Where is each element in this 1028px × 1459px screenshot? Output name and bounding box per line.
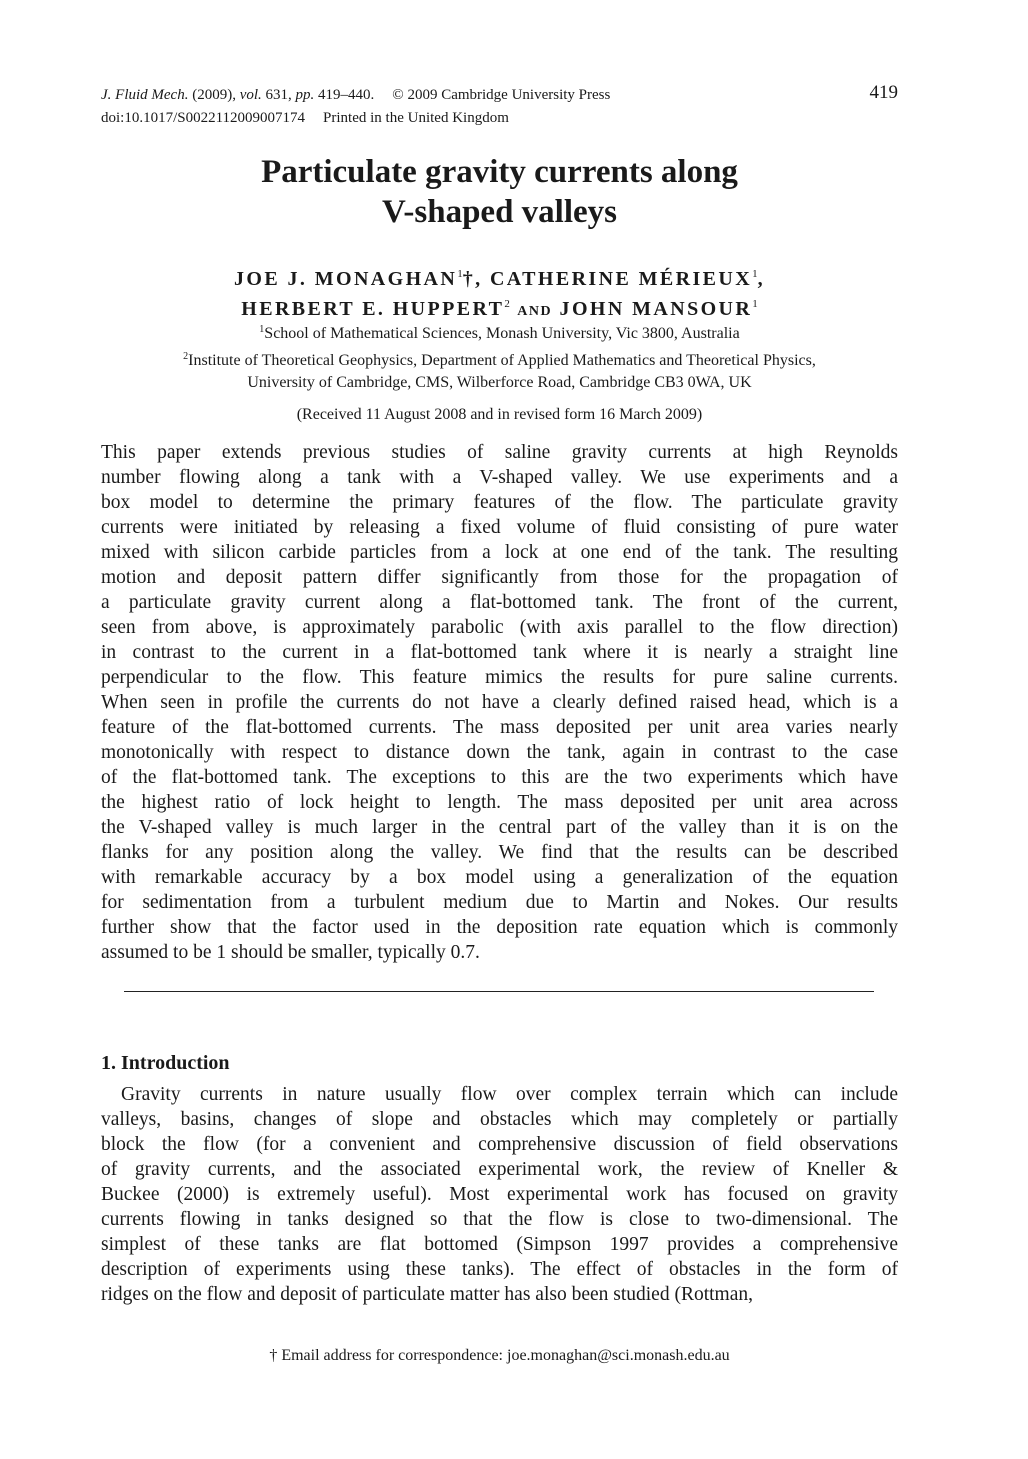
abstract-line: flanks for any position along the valley. We find that the results can be described <box>101 842 898 863</box>
paragraph-line: ridges on the flow and deposit of particulate matter has also been studied (Rottman, <box>101 1284 753 1305</box>
paper-title <box>101 152 898 232</box>
journal-year: (2009), <box>192 87 236 103</box>
separator: , <box>757 268 765 290</box>
author-affiliation-mark: 1 <box>457 268 463 280</box>
introduction-body <box>101 1082 898 1307</box>
footnote: † Email address for correspondence: joe.monaghan@sci.monash.edu.au <box>269 1347 730 1364</box>
affiliation-number: 2 <box>183 351 189 362</box>
doi: doi:10.1017/S0022112009007174 <box>101 110 306 126</box>
author-name: JOHN MANSOUR <box>559 298 753 320</box>
abstract-line: mixed with silicon carbide particles from a lock at one end of the tank. The resulting <box>101 542 898 563</box>
abstract-line: box model to determine the primary features of the flow. The particulate gravity <box>101 492 898 513</box>
abstract-line: assumed to be 1 should be smaller, typically 0.7. <box>101 942 480 963</box>
author-affiliation-mark: 1 <box>752 298 758 310</box>
author-name: CATHERINE MÉRIEUX <box>489 268 753 290</box>
author-name: HERBERT E. HUPPERT <box>241 298 505 320</box>
citation-line <box>101 84 898 107</box>
abstract-line: currents were initiated by releasing a fixed volume of fluid consisting of pure water <box>101 517 898 538</box>
paragraph-line: description of experiments using these tanks). The effect of obstacles in the form of <box>101 1259 898 1280</box>
abstract-line: seen from above, is approximately parabolic (with axis parallel to the flow direction) <box>101 617 898 638</box>
volume-number: 631, <box>265 87 292 103</box>
abstract-line: the highest ratio of lock height to length. The mass deposited per unit area across <box>101 792 898 813</box>
abstract-line: monotonically with respect to distance down the tank, again in contrast to the case <box>101 742 898 763</box>
author-name: JOE J. MONAGHAN <box>234 268 458 290</box>
pages-label: pp. <box>295 87 315 103</box>
paragraph-line: currents flowing in tanks designed so that the flow is close to two-dimensional. The <box>101 1209 898 1230</box>
author-affiliation-mark: 1 <box>752 268 758 280</box>
affiliation-1 <box>101 319 898 345</box>
author-affiliation-mark: 2 <box>504 298 510 310</box>
author-list <box>101 262 898 324</box>
abstract-line: in contrast to the current in a flat-bottomed tank where it is nearly a straight line <box>101 642 898 663</box>
divider-rule <box>124 991 874 992</box>
abstract-line: perpendicular to the flow. This feature mimics the results for pure saline currents. <box>101 667 898 688</box>
footnote-mark: †, <box>462 268 483 290</box>
doi-line <box>101 107 898 130</box>
paragraph-line: simplest of these tanks are flat bottomed (Simpson 1997 provides a comprehensive <box>101 1234 898 1255</box>
abstract-line: feature of the flat-bottomed currents. The mass deposited per unit area varies nearly <box>101 717 898 738</box>
abstract-line: motion and deposit pattern differ significantly from those for the propagation of <box>101 567 898 588</box>
printed-notice: Printed in the United Kingdom <box>323 110 509 126</box>
author-line <box>101 262 898 292</box>
received-dates: (Received 11 August 2008 and in revised form 16 March 2009) <box>296 406 703 423</box>
abstract-line: further show that the factor used in the deposition rate equation which is commonly <box>101 917 898 938</box>
affiliation-number: 1 <box>259 324 265 335</box>
page-number: 419 <box>869 82 898 103</box>
paragraph-line: valleys, basins, changes of slope and obstacles which may completely or partially <box>101 1109 898 1130</box>
running-header <box>101 84 898 130</box>
page-range: 419–440. <box>318 87 375 103</box>
abstract-line: a particulate gravity current along a flat-bottomed tank. The front of the current, <box>101 592 898 613</box>
author-conjunction: AND <box>517 304 553 319</box>
copyright-notice: © 2009 Cambridge University Press <box>392 87 611 103</box>
paragraph-line: Gravity currents in nature usually flow over complex terrain which can include <box>121 1084 898 1105</box>
abstract-line: of the flat-bottomed tank. The exceptions to this are the two experiments which have <box>101 767 898 788</box>
abstract <box>101 440 898 965</box>
abstract-line: for sedimentation from a turbulent medium due to Martin and Nokes. Our results <box>101 892 898 913</box>
affiliation-text: University of Cambridge, CMS, Wilberforce Road, Cambridge CB3 0WA, UK <box>247 374 752 391</box>
title-line: V-shaped valleys <box>382 194 617 230</box>
abstract-line: with remarkable accuracy by a box model using a generalization of the equation <box>101 867 898 888</box>
paragraph-line: block the flow (for a convenient and comprehensive discussion of field observations <box>101 1134 898 1155</box>
volume-label: vol. <box>239 87 262 103</box>
abstract-line: the V-shaped valley is much larger in the central part of the valley than it is on the <box>101 817 898 838</box>
section-heading: 1. Introduction <box>101 1052 230 1074</box>
affiliation-2 <box>101 346 898 394</box>
paragraph-line: Buckee (2000) is extremely useful). Most experimental work has focused on gravity <box>101 1184 898 1205</box>
paragraph-line: of gravity currents, and the associated experimental work, the review of Kneller & <box>101 1159 898 1180</box>
abstract-line: When seen in profile the currents do not have a clearly defined raised head, which is a <box>101 692 898 713</box>
affiliation-text: School of Mathematical Sciences, Monash University, Vic 3800, Australia <box>264 325 740 342</box>
affiliation-text: Institute of Theoretical Geophysics, Department of Applied Mathematics and Theoretical Physics, <box>188 352 816 369</box>
journal-name: J. Fluid Mech. <box>101 87 189 103</box>
abstract-line: number flowing along a tank with a V-shaped valley. We use experiments and a <box>101 467 898 488</box>
title-line: Particulate gravity currents along <box>261 154 738 190</box>
abstract-line: This paper extends previous studies of saline gravity currents at high Reynolds <box>101 442 898 463</box>
